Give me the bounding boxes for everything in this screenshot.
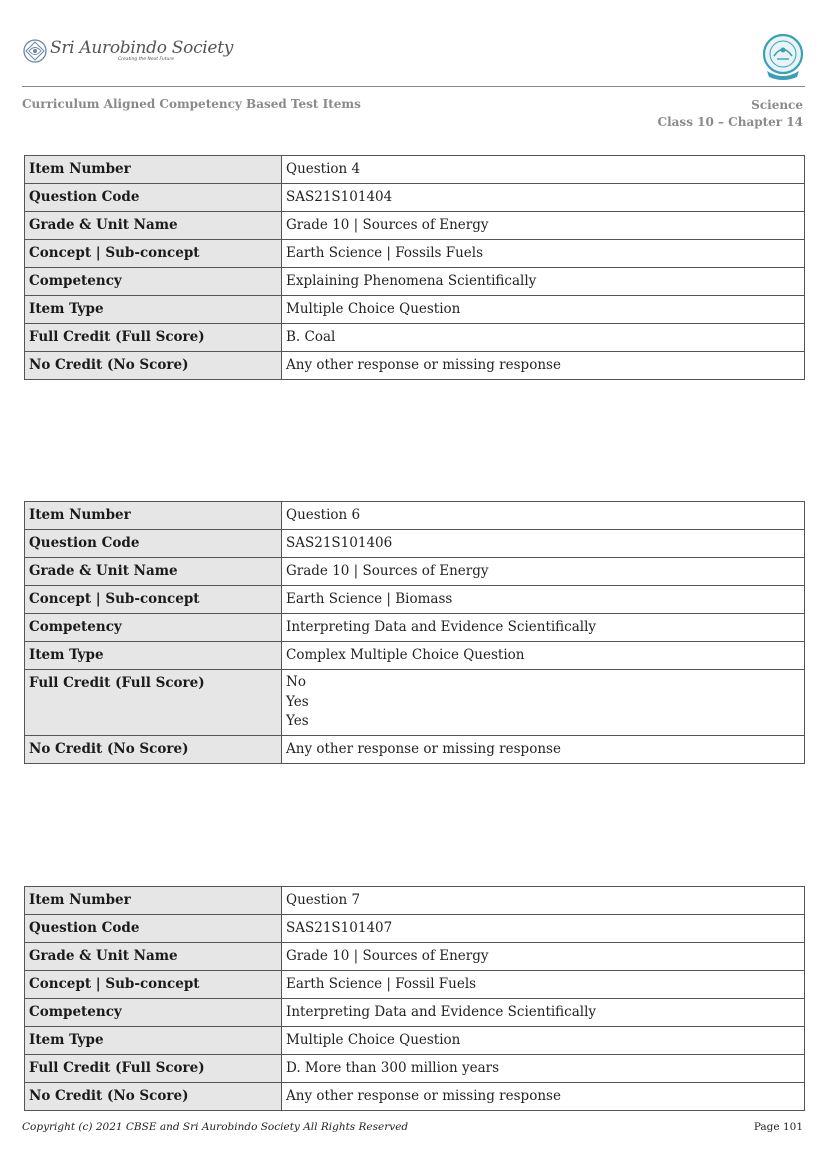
row-label: Grade & Unit Name: [25, 943, 282, 971]
question-code-value: SAS21S101406: [282, 530, 805, 558]
item-type-value: Complex Multiple Choice Question: [282, 642, 805, 670]
item-number-value: Question 6: [282, 502, 805, 530]
row-label: Full Credit (Full Score): [25, 1055, 282, 1083]
row-label: Question Code: [25, 530, 282, 558]
row-label: Concept | Sub-concept: [25, 240, 282, 268]
table-row: [25, 735, 805, 763]
full-credit-answer: Yes: [286, 713, 309, 729]
table-row: [25, 943, 805, 971]
item-type-value: Multiple Choice Question: [282, 296, 805, 324]
row-label: Question Code: [25, 915, 282, 943]
full-credit-value: B. Coal: [282, 324, 805, 352]
row-label: No Credit (No Score): [25, 352, 282, 380]
logo-tagline: Creating the Next Future: [118, 57, 174, 62]
table-row: [25, 1055, 805, 1083]
table-row: [25, 212, 805, 240]
table-row: [25, 352, 805, 380]
page-header: [0, 0, 827, 140]
full-credit-value: [282, 670, 805, 736]
full-credit-answer: Yes: [286, 693, 309, 710]
row-label: Item Type: [25, 1027, 282, 1055]
class-chapter-label: Class 10 – Chapter 14: [657, 115, 803, 129]
competency-value: Explaining Phenomena Scientifically: [282, 268, 805, 296]
cbse-logo: [761, 33, 805, 83]
concept-value: Earth Science | Fossils Fuels: [282, 240, 805, 268]
page-number: Page 101: [753, 1121, 803, 1133]
table-row: [25, 999, 805, 1027]
table-row: [25, 240, 805, 268]
concept-value: Earth Science | Fossil Fuels: [282, 971, 805, 999]
row-label: Competency: [25, 614, 282, 642]
row-label: Grade & Unit Name: [25, 558, 282, 586]
table-row: [25, 268, 805, 296]
full-credit-value: D. More than 300 million years: [282, 1055, 805, 1083]
no-credit-value: Any other response or missing response: [282, 352, 805, 380]
item-table-question-6: [24, 501, 805, 764]
row-label: Concept | Sub-concept: [25, 586, 282, 614]
item-table-question-7: [24, 886, 805, 1111]
copyright-notice: Copyright (c) 2021 CBSE and Sri Aurobindo Society All Rights Reserved: [22, 1121, 409, 1133]
item-number-value: Question 4: [282, 156, 805, 184]
row-label: Concept | Sub-concept: [25, 971, 282, 999]
item-type-value: Multiple Choice Question: [282, 1027, 805, 1055]
row-label: Full Credit (Full Score): [25, 670, 282, 736]
row-label: Item Type: [25, 296, 282, 324]
item-number-value: Question 7: [282, 887, 805, 915]
table-row: [25, 614, 805, 642]
row-label: Item Number: [25, 502, 282, 530]
grade-unit-value: Grade 10 | Sources of Energy: [282, 212, 805, 240]
row-label: Question Code: [25, 184, 282, 212]
table-row: [25, 642, 805, 670]
question-code-value: SAS21S101407: [282, 915, 805, 943]
table-row: [25, 296, 805, 324]
table-row: [25, 184, 805, 212]
concept-value: Earth Science | Biomass: [282, 586, 805, 614]
subject-chapter: [658, 97, 803, 131]
grade-unit-value: Grade 10 | Sources of Energy: [282, 943, 805, 971]
row-label: Item Number: [25, 156, 282, 184]
row-label: No Credit (No Score): [25, 735, 282, 763]
cbse-emblem-icon: [761, 33, 805, 83]
table-row: [25, 915, 805, 943]
table-row: [25, 1027, 805, 1055]
table-row: [25, 586, 805, 614]
question-code-value: SAS21S101404: [282, 184, 805, 212]
competency-value: Interpreting Data and Evidence Scientifically: [282, 999, 805, 1027]
row-label: Full Credit (Full Score): [25, 324, 282, 352]
no-credit-value: Any other response or missing response: [282, 1083, 805, 1111]
subject-label: Science: [751, 98, 803, 112]
sri-aurobindo-society-logo: [22, 38, 234, 68]
header-divider: [22, 86, 805, 87]
lotus-emblem-icon: [22, 38, 48, 64]
row-label: Grade & Unit Name: [25, 212, 282, 240]
table-row: [25, 324, 805, 352]
row-label: Competency: [25, 268, 282, 296]
grade-unit-value: Grade 10 | Sources of Energy: [282, 558, 805, 586]
logo-text: Sri Aurobindo Society: [50, 38, 234, 58]
table-row: [25, 558, 805, 586]
full-credit-answer: No: [286, 674, 306, 690]
table-row: [25, 502, 805, 530]
row-label: No Credit (No Score): [25, 1083, 282, 1111]
table-row: [25, 670, 805, 736]
no-credit-value: Any other response or missing response: [282, 735, 805, 763]
table-row: [25, 971, 805, 999]
item-table-question-4: [24, 155, 805, 380]
row-label: Item Number: [25, 887, 282, 915]
document-series-title: Curriculum Aligned Competency Based Test Items: [22, 97, 361, 111]
table-row: [25, 1083, 805, 1111]
table-row: [25, 887, 805, 915]
row-label: Item Type: [25, 642, 282, 670]
table-row: [25, 156, 805, 184]
table-row: [25, 530, 805, 558]
competency-value: Interpreting Data and Evidence Scientifically: [282, 614, 805, 642]
row-label: Competency: [25, 999, 282, 1027]
